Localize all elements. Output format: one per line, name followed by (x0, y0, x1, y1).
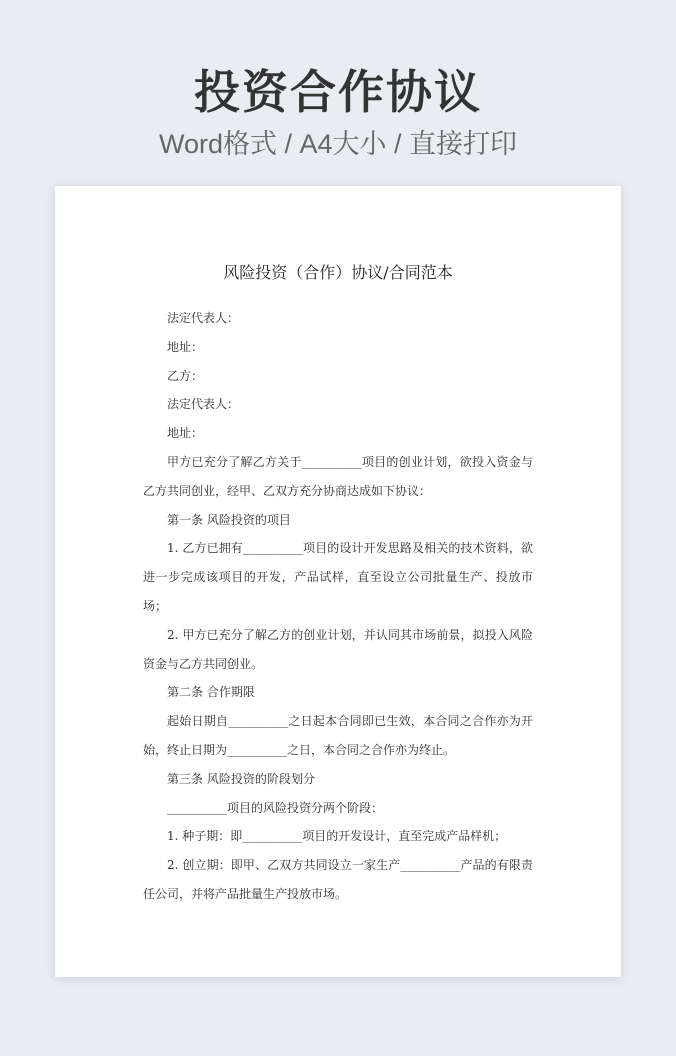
article-2-heading: 第二条 合作期限 (167, 685, 255, 700)
paragraph-legal-rep-b: 法定代表人： (167, 397, 240, 412)
document-body (143, 304, 533, 909)
paragraph-address-a: 地址： (167, 339, 204, 354)
article-1-item-2: 2. 甲方已充分了解乙方的创业计划，并认同其市场前景，拟投入风险资金与乙方共同创业。 (143, 627, 533, 671)
article-1-item-1: 1. 乙方已拥有__________项目的设计开发思路及相关的技术资料，欲进一步完成该项目的开发，产品试样，直至设立公司批量生产、投放市场； (143, 541, 533, 613)
page-subtitle: Word格式 / A4大小 / 直接打印 (158, 129, 518, 159)
article-3-item-1: 1. 种子期：即__________项目的开发设计，直至完成产品样机； (167, 829, 507, 844)
document-title: 风险投资（合作）协议/合同范本 (223, 263, 453, 282)
paragraph-party-b: 乙方： (167, 368, 204, 383)
article-3-heading: 第三条 风险投资的阶段划分 (167, 771, 315, 786)
page-header (0, 62, 676, 162)
paragraph-legal-rep-a: 法定代表人： (167, 311, 240, 325)
article-3-item-2: 2. 创立期：即甲、乙双方共同设立一家生产__________产品的有限责任公司，并将产品批量生产投放市场。 (143, 858, 533, 901)
article-1-heading: 第一条 风险投资的项目 (167, 512, 291, 527)
document-page (55, 186, 621, 977)
paragraph-address-b: 地址： (167, 426, 204, 441)
article-2-text: 起始日期自__________之日起本合同即已生效，本合同之合作亦为开始，终止日期为__________之日，本合同之合作亦为终止。 (143, 714, 533, 757)
page-title: 投资合作协议 (194, 65, 482, 119)
article-3-intro: __________项目的风险投资分两个阶段： (167, 800, 384, 815)
paragraph-preamble: 甲方已充分了解乙方关于__________项目的创业计划，欲投入资金与乙方共同创业，经甲、乙双方充分协商达成如下协议： (143, 454, 533, 498)
